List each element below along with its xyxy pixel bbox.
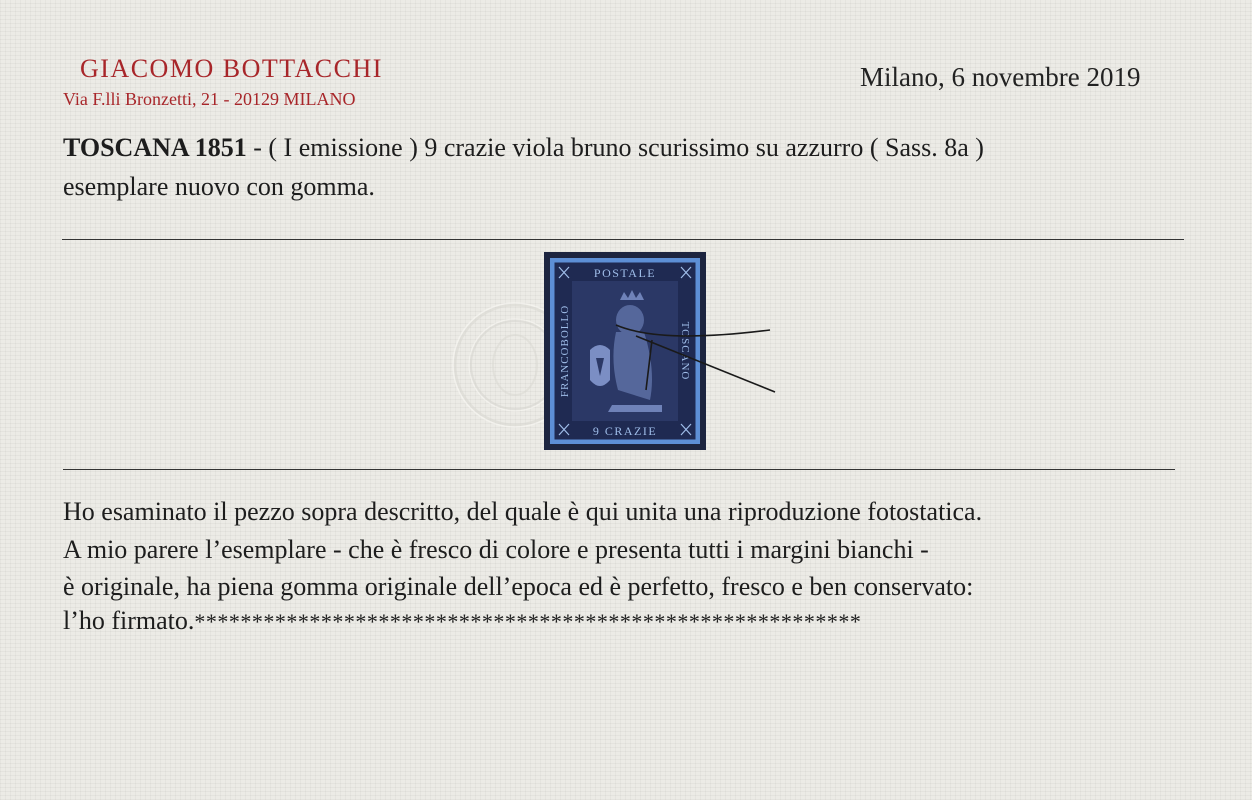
stamp-top-label: POSTALE <box>593 266 657 280</box>
stamp-photo <box>440 240 800 470</box>
statement-line-4 <box>63 606 861 636</box>
letterhead-address: Via F.lli Bronzetti, 21 - 20129 MILANO <box>63 89 356 109</box>
letterhead-name: GIACOMO BOTTACCHI <box>80 54 383 83</box>
description-line-1 <box>63 133 984 163</box>
statement-signed-text: l’ho firmato. <box>63 606 195 635</box>
place-date: Milano, 6 novembre 2019 <box>860 62 1141 92</box>
stamp-right-label: TOSCANO <box>679 321 691 381</box>
stamp-image <box>544 252 706 450</box>
stamp-left-label: FRANCOBOLLO <box>559 304 571 398</box>
divider-bottom <box>63 469 1175 470</box>
stamp-bottom-label: 9 CRAZIE <box>592 424 658 438</box>
statement-line-1: Ho esaminato il pezzo sopra descritto, del quale è qui unita una riproduzione fotostatica. <box>63 497 983 526</box>
statement-line-2: A mio parere l’esemplare - che è fresco di colore e presenta tutti i margini bianchi - <box>63 535 929 564</box>
description-line-2: esemplare nuovo con gomma. <box>63 172 375 201</box>
issue-description: - ( I emissione ) 9 crazie viola bruno scurissimo su azzurro ( Sass. 8a ) <box>246 133 984 162</box>
statement-line-3: è originale, ha piena gomma originale dell’epoca ed è perfetto, fresco e ben conservato: <box>63 572 974 601</box>
issue-title: TOSCANA 1851 <box>63 133 247 162</box>
statement-stars: ********************************************************** <box>194 609 862 634</box>
